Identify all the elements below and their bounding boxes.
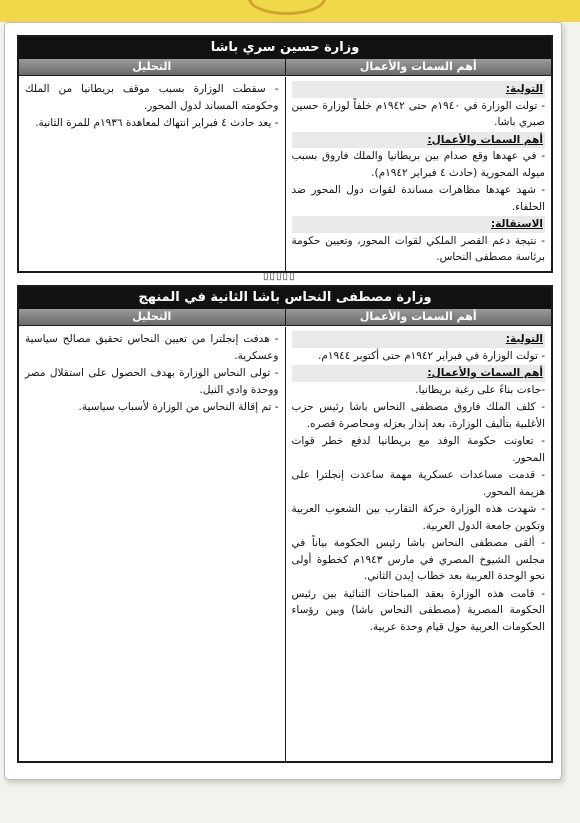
bullet-text: - هدفت إنجلترا من تعيين النحاس تحقيق مصالح سياسية وعسكرية. (25, 333, 279, 362)
table-title: وزارة مصطفى النحاس باشا الثانية في المنهج (19, 287, 551, 309)
features-column (285, 77, 552, 271)
bullet-text: - تم إقالة النحاس من الوزارة لأسباب سياسية. (78, 401, 279, 413)
header-features: أهم السمات والأعمال (285, 309, 552, 325)
header-analysis: التحليل (19, 59, 285, 75)
bullet-text: - قدمت مساعدات عسكرية مهمة ساعدت إنجلترا على هزيمة المحور. (291, 469, 545, 498)
bullet-text: - يعد حادث ٤ فبراير انتهاك لمعاهدة ١٩٣٦م للمرة الثانية. (35, 117, 279, 129)
analysis-column (19, 77, 285, 271)
section-heading: أهم السمات والأعمال: (292, 365, 546, 382)
analysis-column (19, 327, 285, 761)
table-nahas-second (17, 285, 553, 763)
bullet-text: - كلف الملك فاروق مصطفى النحاس باشا رئيس حزب الأغلبية بتأليف الوزارة، بعد إنذار بعزله ومحاصرة قصره. (291, 401, 545, 430)
bullet-text: - سقطت الوزارة بسبب موقف بريطانيا من الملك وحكومته المساند لدول المحور. (25, 83, 279, 112)
section-heading: التولية: (292, 81, 546, 98)
section-heading: التولية: (292, 331, 546, 348)
bullet-text: - ألقى مصطفى النحاس باشا رئيس الحكومة بياناً في مجلس الشيوخ المصري في مارس ١٩٤٣م كخطوة أولى نحو الوحدة العربية بعد خطاب إيدن الثاني. (291, 537, 545, 582)
table-body (19, 77, 551, 271)
section-heading: الاستقالة: (292, 216, 546, 233)
table-header (19, 59, 551, 76)
table-title: وزارة حسين سري باشا (19, 37, 551, 59)
bullet-text: -جاءت بناءً على رغبة بريطانيا. (415, 383, 545, 396)
document-page (4, 22, 562, 780)
table-header (19, 309, 551, 326)
section-heading: أهم السمات والأعمال: (292, 132, 546, 149)
header-features: أهم السمات والأعمال (285, 59, 552, 75)
bullet-text: - قامت هذه الوزارة بعقد المباحثات الثنائية بين رئيس الحكومة المصرية (مصطفى النحاس باشا) وبين رؤساء الحكومات العربية حول قيام وحدة عربية. (291, 587, 545, 633)
top-binder-strip (0, 0, 580, 22)
bullet-text: - تولت الوزارة في ١٩٤٠م حتى ١٩٤٢م خلفاً لوزارة حسين صبري باشا. (291, 99, 545, 128)
bullet-text: - تولت الوزارة في فبراير ١٩٤٢م حتى أكتوبر ١٩٤٤م. (318, 349, 545, 362)
table-body (19, 327, 551, 761)
features-column (285, 327, 552, 761)
bullet-text: - في عهدها وقع صدام بين بريطانيا والملك فاروق بسبب ميوله المحورية (حادث ٤ فبراير ١٩٤٢م). (291, 150, 545, 179)
bullet-text: - تولى النحاس الوزارة بهدف الحصول على استقلال مصر ووحدة وادي النيل. (25, 367, 279, 396)
bullet-text: - نتيجة دعم القصر الملكي لقوات المحور، وتعيين حكومة برئاسة مصطفى النحاس. (291, 234, 545, 263)
binder-ring (248, 0, 326, 15)
bullet-text: - شهد عهدها مظاهرات مساندة لقوات دول المحور ضد الحلفاء. (291, 184, 545, 213)
separator: ▯▯▯▯▯ (263, 271, 296, 282)
bullet-text: - شهدت هذه الوزارة حركة التقارب بين الشعوب العربية وتكوين جامعة الدول العربية. (291, 503, 545, 532)
table-hussein-serry (17, 35, 553, 273)
bullet-text: - تعاونت حكومة الوفد مع بريطانيا لدفع خطر قوات المحور. (291, 435, 545, 464)
header-analysis: التحليل (19, 309, 285, 325)
